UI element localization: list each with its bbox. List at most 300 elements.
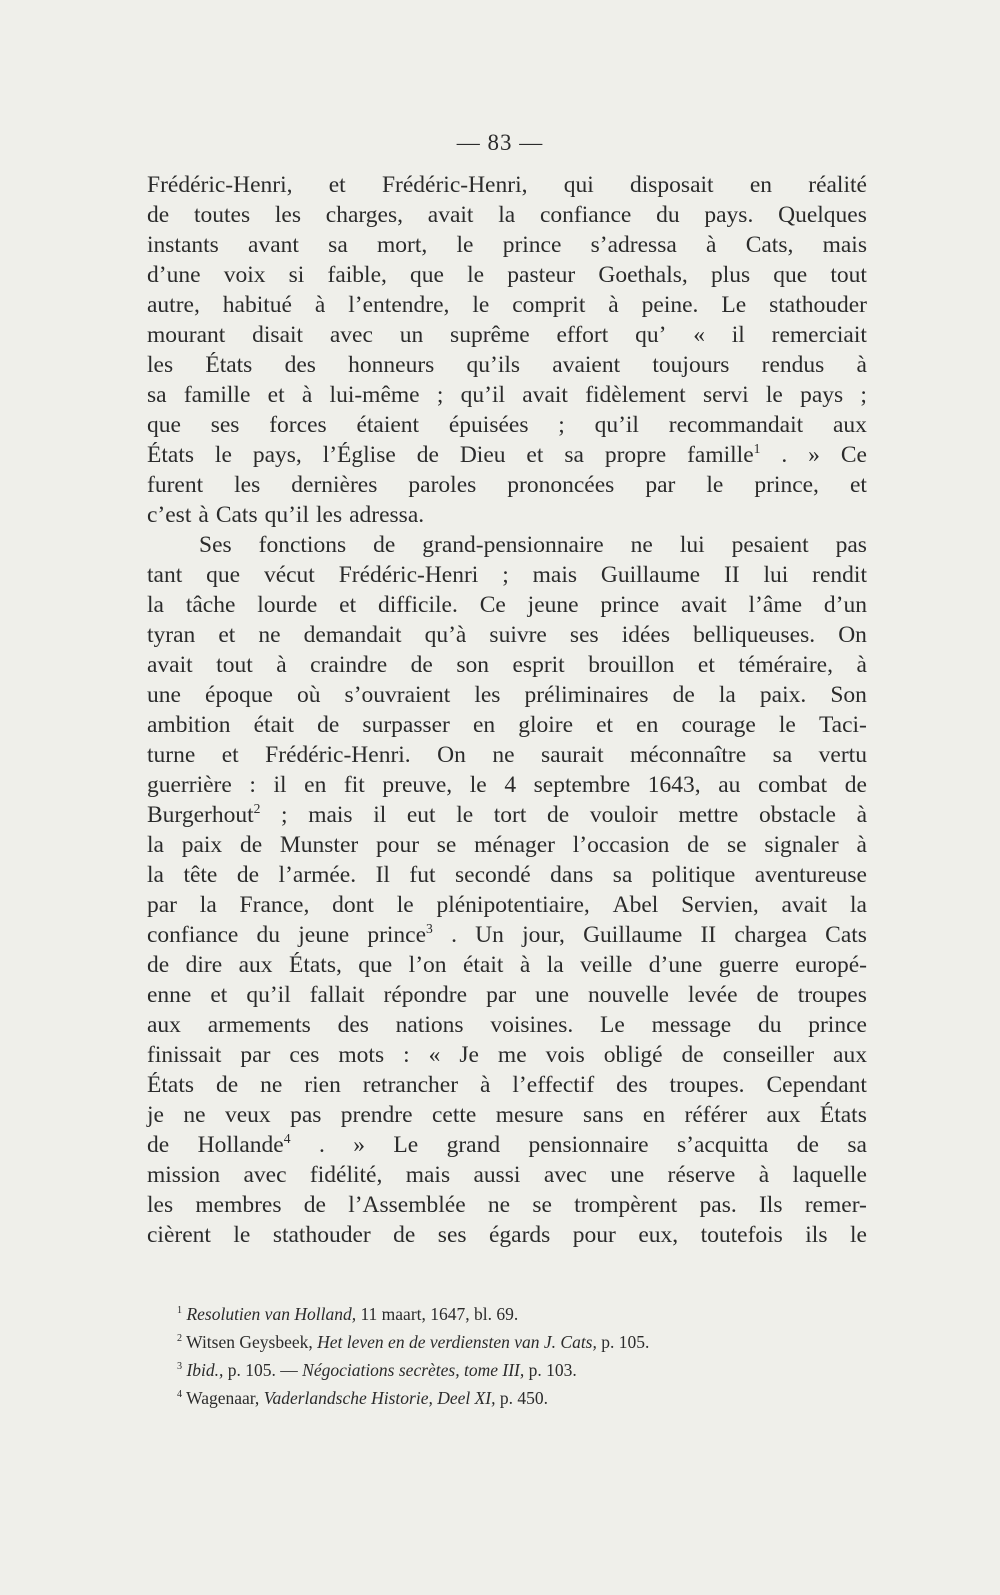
word: enne (147, 982, 192, 1008)
word: réalité (808, 172, 867, 198)
word: combat (758, 772, 828, 798)
word: il (731, 322, 745, 348)
word: faible, (327, 262, 387, 288)
word: paix (181, 832, 223, 858)
word: remerciait (771, 322, 867, 348)
word: qui (563, 172, 594, 198)
word: . (451, 922, 457, 948)
word: septembre (533, 772, 631, 798)
word: cièrent (147, 1222, 211, 1248)
word: États (147, 1072, 194, 1098)
word: l’Assemblée (348, 1192, 466, 1218)
word: grand (446, 1132, 501, 1158)
word: rendit (812, 562, 867, 588)
text-line (147, 620, 867, 650)
word: : (403, 1042, 410, 1068)
word: l’Église (322, 442, 396, 468)
footnote-ref: 4 (283, 1131, 291, 1147)
word: Abel (612, 892, 659, 918)
footnotes (177, 1300, 837, 1412)
text-line (147, 380, 867, 410)
footnote-title: Het leven en de verdiensten van J. Cats, (317, 1332, 597, 1352)
word: toutefois (700, 1222, 783, 1248)
word: famille (183, 382, 251, 408)
word: troupes (797, 982, 867, 1008)
word: Guillaume (583, 922, 683, 948)
text-line (147, 1100, 867, 1130)
text-line (147, 230, 867, 260)
word: l’occasion (572, 832, 670, 858)
word: et (221, 742, 239, 768)
word: furent (147, 472, 204, 498)
word: méconnaître (630, 742, 747, 768)
text-line (147, 290, 867, 320)
word: répondre (383, 982, 468, 1008)
word: ces (289, 1042, 320, 1068)
footnote-number: 4 (177, 1389, 183, 1401)
word: à (480, 1072, 491, 1098)
page-number: — 83 — (456, 130, 544, 155)
word: de (373, 532, 396, 558)
word: Burgerhout$^2$ (147, 801, 261, 828)
text-line (147, 860, 867, 890)
word: » (808, 442, 820, 468)
word: finissait (147, 1042, 222, 1068)
word: conseiller (722, 1042, 815, 1068)
word: turne (147, 742, 196, 768)
word: idées (621, 622, 671, 648)
word: preuve, (382, 772, 453, 798)
word: la (147, 862, 164, 888)
word: le (233, 1222, 251, 1248)
word: esprit (512, 652, 565, 678)
word: » (353, 1132, 365, 1158)
word: aux (238, 952, 273, 978)
word: difficile. (378, 592, 458, 618)
word: le (472, 292, 490, 318)
text-line (147, 680, 867, 710)
word: ; (558, 412, 565, 438)
footnote-number: 2 (177, 1333, 183, 1345)
word: Servien, (681, 892, 759, 918)
text-line (147, 830, 867, 860)
word: par (645, 472, 676, 498)
word: pasteur (507, 262, 576, 288)
word: réserve (667, 1162, 736, 1188)
word: obligé (603, 1042, 663, 1068)
word: rendus (761, 352, 825, 378)
word: dont (332, 892, 374, 918)
word: de (681, 1042, 704, 1068)
word: plus (710, 262, 751, 288)
word: dernières (291, 472, 378, 498)
word: de (239, 832, 263, 858)
word: lui-même (329, 382, 420, 408)
word: sa (612, 862, 633, 888)
word: Cats (825, 922, 867, 948)
word: à (758, 1162, 770, 1188)
word: comprit (512, 292, 586, 318)
word: veux (224, 1102, 271, 1128)
word: instants (147, 232, 219, 258)
word: tort (493, 802, 527, 828)
word: le (778, 712, 796, 738)
word: pour (375, 832, 420, 858)
text-line (147, 1070, 867, 1100)
word: cette (431, 1102, 477, 1128)
word: pas (835, 532, 867, 558)
word: les (474, 682, 501, 708)
footnote-title: Négociations secrètes, tome III, (302, 1360, 525, 1380)
word: Goethals, (598, 262, 688, 288)
word: stathouder (769, 292, 867, 318)
word: le (214, 442, 232, 468)
word: de (147, 952, 170, 978)
word: forces (269, 412, 327, 438)
word: rien (304, 1072, 341, 1098)
text-line (147, 500, 867, 530)
word: si (288, 262, 305, 288)
word: honneurs (348, 352, 435, 378)
text-line (147, 980, 867, 1010)
word: avait (681, 592, 727, 618)
word: s’adressa (590, 232, 677, 258)
word: paix. (759, 682, 807, 708)
word: de (215, 1072, 239, 1098)
word: vertu (818, 742, 867, 768)
word: de (393, 1222, 416, 1248)
word: s’ouvraient (344, 682, 451, 708)
word: États, (288, 952, 342, 978)
text-line (147, 1010, 867, 1040)
word: prince (808, 1012, 867, 1038)
word: de (844, 772, 867, 798)
footnote-ref: 2 (253, 801, 261, 817)
word: pesaient (731, 532, 809, 558)
word: : (249, 772, 256, 798)
word: du (757, 1012, 782, 1038)
word: mais (405, 1162, 451, 1188)
word: que (147, 412, 181, 438)
word: brouillon (588, 652, 675, 678)
word: jeune (527, 592, 579, 618)
word: fonctions (258, 532, 347, 558)
word: où (296, 682, 321, 708)
word: gloire (518, 712, 574, 738)
word: ; (860, 382, 867, 408)
word: qu’il (460, 382, 506, 408)
word: il (273, 772, 287, 798)
body-text (147, 170, 867, 1250)
word: étaient (356, 412, 420, 438)
word: en (749, 172, 772, 198)
word: et (328, 172, 346, 198)
word: pays. (704, 202, 754, 228)
text-line (147, 530, 867, 560)
word: la (849, 892, 867, 918)
word: par (147, 892, 178, 918)
word: une (610, 1162, 645, 1188)
word: belliqueuses. (693, 622, 816, 648)
word: levée (687, 982, 738, 1008)
word: son (456, 652, 489, 678)
word: à (856, 802, 867, 828)
word: Le (721, 292, 747, 318)
word: tête (183, 862, 218, 888)
word: paroles (408, 472, 477, 498)
word: avant (248, 232, 299, 258)
word: ne (258, 622, 281, 648)
footnote-number: 3 (177, 1361, 183, 1373)
word: et (267, 382, 285, 408)
word: sa (772, 742, 793, 768)
text-line (147, 920, 867, 950)
word: prince, (754, 472, 819, 498)
word: lui (679, 532, 705, 558)
word: référer (684, 1102, 748, 1128)
footnote-ref: 3 (426, 921, 433, 937)
word: politique (651, 862, 736, 888)
word: avait (522, 382, 568, 408)
word: message (651, 1012, 732, 1038)
word: vécut (263, 562, 315, 588)
word: il (373, 802, 387, 828)
text-line (147, 1220, 867, 1250)
word: dans (550, 862, 594, 888)
word: charges, (325, 202, 403, 228)
word: téméraire, (738, 652, 833, 678)
word: préliminaires (524, 682, 649, 708)
word: et (697, 652, 715, 678)
text-line (147, 1040, 867, 1070)
word: sans (583, 1102, 624, 1128)
word: Guillaume (600, 562, 701, 588)
word: laquelle (792, 1162, 867, 1188)
word: ne (260, 1072, 283, 1098)
word: surpasser (362, 712, 450, 738)
word: Hollande$^4$ (197, 1131, 291, 1158)
word: Ce (479, 592, 506, 618)
word: mesure (495, 1102, 564, 1128)
word: en (472, 712, 496, 738)
word: stathouder (272, 1222, 371, 1248)
word: le (467, 262, 485, 288)
word: des (337, 1012, 369, 1038)
footnote (177, 1356, 837, 1384)
word: plénipotentiaire, (436, 892, 590, 918)
word: On (838, 622, 867, 648)
word: du (256, 922, 281, 948)
word: Frédéric-Henri (338, 562, 479, 588)
word: guerre (718, 952, 779, 978)
word: servi (702, 382, 749, 408)
word: une (535, 982, 570, 1008)
word: confiance (147, 922, 239, 948)
word: et (210, 982, 228, 1008)
word: mission (147, 1162, 221, 1188)
word: peine. (641, 292, 699, 318)
word: l’âme (748, 592, 803, 618)
word: . (781, 442, 788, 468)
text-line (147, 770, 867, 800)
word: prince$^3$ (367, 921, 433, 948)
word: c’est (147, 502, 192, 528)
word: sa (564, 442, 584, 468)
word: le (706, 472, 724, 498)
footnote-ref-text: p. 105. (596, 1332, 650, 1352)
word: la (498, 202, 516, 228)
word: disposait (630, 172, 714, 198)
word: l’on (408, 952, 447, 978)
word: fit (343, 772, 365, 798)
word: qu’ils (466, 352, 521, 378)
word: On (437, 742, 466, 768)
word: fidèlement (585, 382, 686, 408)
word: États (147, 442, 194, 468)
word: voix (223, 262, 266, 288)
word: II (723, 562, 740, 588)
word: États (205, 352, 253, 378)
word: dire (185, 952, 223, 978)
word: 1643, (647, 772, 701, 798)
text-line (147, 1130, 867, 1160)
word: demandait (303, 622, 402, 648)
word: prendre (340, 1102, 413, 1128)
word: prince (502, 232, 562, 258)
word: Frédéric-Henri, (147, 172, 293, 198)
word: nations (395, 1012, 464, 1038)
word: d’une (648, 952, 703, 978)
word: ne (630, 532, 653, 558)
word: France, (239, 892, 310, 918)
word: pays, (252, 442, 302, 468)
word: je (147, 1102, 164, 1128)
word: pour (572, 1222, 616, 1248)
word: et (596, 712, 614, 738)
word: ne (183, 1102, 206, 1128)
word: le (469, 772, 487, 798)
word: ses (210, 412, 240, 438)
word: épuisées (448, 412, 529, 438)
word: me (497, 1042, 527, 1068)
word: l’effectif (512, 1072, 595, 1098)
word: pays (800, 382, 844, 408)
word: Un (475, 922, 504, 948)
word: « (428, 1042, 441, 1068)
text-line (147, 1190, 867, 1220)
word: Je (459, 1042, 479, 1068)
text-line (147, 320, 867, 350)
word: une (147, 682, 181, 708)
word: chargea (734, 922, 807, 948)
word: troupes. (669, 1072, 745, 1098)
word: sa (328, 232, 348, 258)
text-line (147, 1160, 867, 1190)
word: d’une (147, 262, 201, 288)
word: des (616, 1072, 648, 1098)
word: toujours (652, 352, 730, 378)
text-line (147, 560, 867, 590)
word: en (642, 1102, 666, 1128)
word: le (456, 802, 474, 828)
word: recommandait (668, 412, 804, 438)
word: Son (830, 682, 867, 708)
text-line (147, 890, 867, 920)
footnote-title: Ibid., (186, 1360, 224, 1380)
word: mort, (376, 232, 428, 258)
word: de (410, 652, 433, 678)
word: les (274, 202, 301, 228)
word: et (526, 442, 544, 468)
word: que (410, 262, 444, 288)
word: mais (532, 562, 577, 588)
word: d’un (823, 592, 867, 618)
word: toutes (193, 202, 251, 228)
word: à (198, 502, 209, 528)
word: se (532, 1192, 552, 1218)
word: États (819, 1102, 867, 1128)
word: lui (763, 562, 789, 588)
word: Frédéric-Henri, (381, 172, 528, 198)
word: Cependant (766, 1072, 867, 1098)
word: et (849, 472, 867, 498)
word: tant (147, 562, 183, 588)
word: aux (832, 412, 867, 438)
word: lourde (257, 592, 318, 618)
word: aux (766, 1102, 801, 1128)
word: de (796, 1132, 819, 1158)
word: de (147, 1132, 170, 1158)
word: à (856, 352, 867, 378)
word: à (608, 292, 619, 318)
word: vois (545, 1042, 585, 1068)
word: au (718, 772, 741, 798)
word: « (693, 322, 705, 348)
footnote-author: Witsen Geysbeek, (186, 1332, 318, 1352)
word: mais (822, 232, 867, 258)
word: sa (847, 1132, 867, 1158)
word: tyran (147, 622, 196, 648)
word: nouvelle (588, 982, 669, 1008)
footnote-number: 1 (177, 1305, 183, 1317)
text-line (147, 650, 867, 680)
word: de (236, 862, 260, 888)
word: avait (781, 892, 828, 918)
word: Le (393, 1132, 419, 1158)
word: fut (409, 862, 436, 888)
word: ses (569, 622, 599, 648)
word: qu’à (424, 622, 467, 648)
word: veille (580, 952, 633, 978)
word: les (147, 352, 174, 378)
text-line (147, 410, 867, 440)
word: ; (436, 382, 444, 408)
word: se (436, 832, 457, 858)
word: avec (543, 1162, 587, 1188)
word: l’entendre, (348, 292, 450, 318)
word: europé- (795, 952, 867, 978)
word: ; (502, 562, 509, 588)
word: le (396, 892, 414, 918)
word: la (199, 892, 217, 918)
word: ne (492, 742, 515, 768)
word: qu’il (594, 412, 639, 438)
word: Taci- (818, 712, 867, 738)
word: habitué (222, 292, 292, 318)
word: suivre (489, 622, 547, 648)
word: Dieu (459, 442, 506, 468)
word: la (546, 952, 564, 978)
